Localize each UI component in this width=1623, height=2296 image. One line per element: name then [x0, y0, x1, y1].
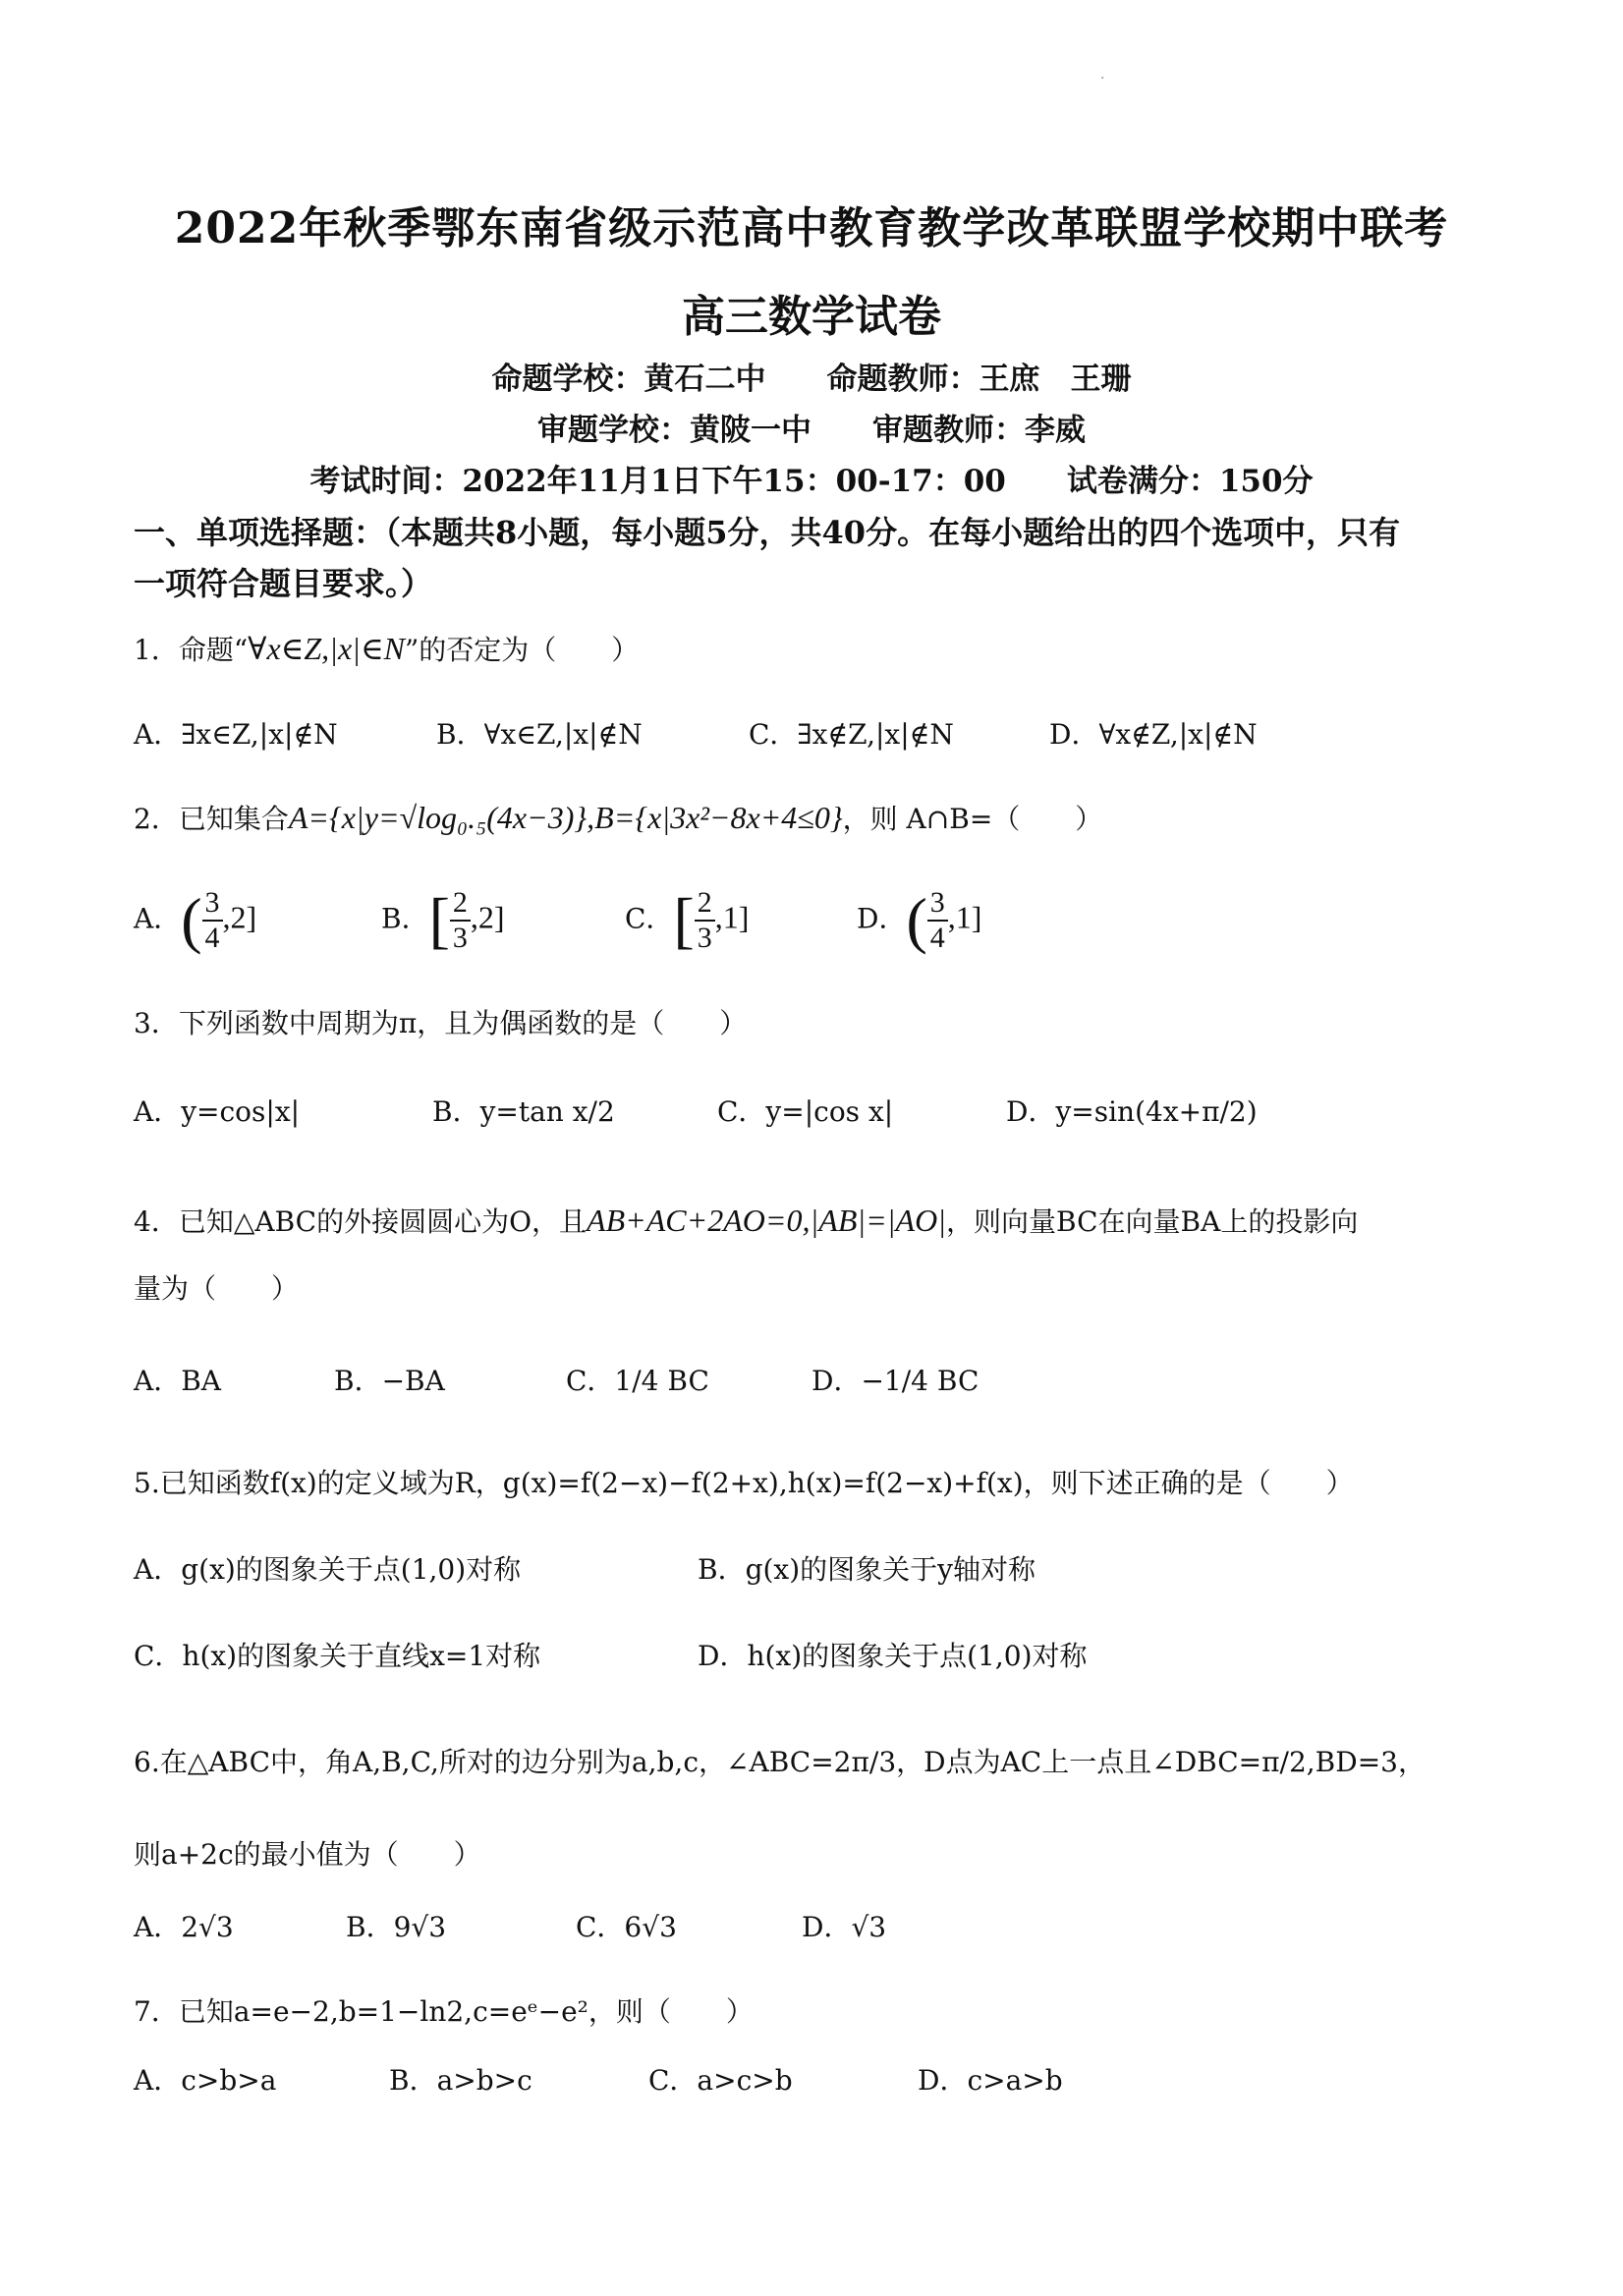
q2-option-c: C．[ $\frac{2}{3}$ ,1] — [625, 885, 750, 955]
q5-option-b: B．g(x)的图象关于y轴对称 — [698, 1553, 1035, 1586]
q4-stem-math: AB+AC+2AO=0,|AB|=|AO| — [587, 1203, 946, 1238]
q4-option-b: B．−BA — [334, 1365, 445, 1397]
q2-option-a: A．( $\frac{3}{4}$ ,2] — [134, 885, 257, 955]
section-heading-line2: 一项符合题目要求。） — [134, 565, 433, 602]
scan-dot: · — [1100, 71, 1105, 86]
question-4-line2: 量为（ ） — [134, 1272, 300, 1305]
meta-time: 考试时间：2022年11月1日下午15：00-17：00 试卷满分：150分 — [309, 464, 1314, 499]
q5-option-a: A．g(x)的图象关于点(1,0)对称 — [134, 1553, 522, 1586]
q7-option-d: D．c>a>b — [918, 2064, 1063, 2097]
q7-option-b: B．a>b>c — [389, 2064, 532, 2097]
q7-option-c: C．a>c>b — [648, 2064, 793, 2097]
q2-stem-a: 2．已知集合 — [134, 803, 289, 835]
question-7: 7．已知a=e−2,b=1−ln2,c=eᵉ−e²，则（ ） — [134, 1995, 754, 2028]
question-2 — [134, 798, 1509, 837]
q5-option-c: C．h(x)的图象关于直线x=1对称 — [134, 1640, 541, 1672]
question-4 — [134, 1201, 1509, 1240]
q1-stem-a: 1．命题“ — [134, 634, 249, 666]
q3-option-d: D．y=sin(4x+π/2) — [1006, 1095, 1258, 1128]
q2-stem-b: ，则 A∩B=（ ） — [842, 803, 1103, 835]
q4-option-d: D．−1/4 BC — [812, 1365, 979, 1397]
q2-option-d: D．( $\frac{3}{4}$ ,1] — [857, 885, 982, 955]
question-6: 6.在△ABC中，角A,B,C,所对的边分别为a,b,c，∠ABC=2π/3，D点为AC上一点且∠DBC=π/2,BD=3， — [134, 1746, 1426, 1778]
question-3: 3．下列函数中周期为π，且为偶函数的是（ ） — [134, 1007, 748, 1039]
q4-option-c: C．1/4 BC — [566, 1365, 709, 1397]
q1-option-c: C．∃x∉Z,|x|∉N — [749, 718, 954, 751]
q6-option-c: C．6√3 — [576, 1911, 677, 1943]
q3-option-c: C．y=|cos x| — [717, 1095, 894, 1128]
exam-title: 2022年秋季鄂东南省级示范高中教育教学改革联盟学校期中联考 — [174, 203, 1449, 253]
q5-option-d: D．h(x)的图象关于点(1,0)对称 — [698, 1640, 1088, 1672]
q7-option-a: A．c>b>a — [134, 2064, 277, 2097]
section-heading-line1: 一、单项选择题：（本题共8小题，每小题5分，共40分。在每小题给出的四个选项中，只有 — [134, 514, 1401, 551]
q2-stem-math: A={x|y=√log₀.₅(4x−3)},B={x|3x²−8x+4≤0} — [288, 800, 843, 835]
q4-option-a: A．BA — [134, 1365, 222, 1397]
meta-setter: 命题学校：黄石二中 命题教师：王庶 王珊 — [491, 362, 1132, 397]
q6-option-d: D．√3 — [802, 1911, 887, 1943]
question-1 — [134, 629, 1509, 668]
q1-option-b: B．∀x∈Z,|x|∉N — [436, 718, 643, 751]
q2-option-b: B．[ $\frac{2}{3}$ ,2] — [381, 885, 505, 955]
question-6-line2: 则a+2c的最小值为（ ） — [134, 1838, 481, 1871]
exam-subtitle: 高三数学试卷 — [682, 292, 941, 342]
q4-stem-b: ，则向量BC在向量BA上的投影向 — [946, 1205, 1359, 1238]
meta-reviewer: 审题学校：黄陂一中 审题教师：李威 — [537, 413, 1086, 448]
q3-option-a: A．y=cos|x| — [134, 1095, 301, 1128]
q1-stem-math: ∀x∈Z,|x|∈N — [248, 631, 405, 666]
question-5: 5.已知函数f(x)的定义域为R，g(x)=f(2−x)−f(2+x),h(x)=f(2−x)+f(x)，则下述正确的是（ ） — [134, 1467, 1354, 1499]
q3-option-b: B．y=tan x/2 — [432, 1095, 615, 1128]
q1-option-a: A．∃x∈Z,|x|∉N — [134, 718, 338, 751]
section-heading — [134, 507, 1509, 609]
q4-stem-a: 4．已知△ABC的外接圆圆心为O，且 — [134, 1205, 588, 1238]
q1-stem-b: ”的否定为（ ） — [404, 634, 640, 666]
q6-option-a: A．2√3 — [134, 1911, 234, 1943]
q1-option-d: D．∀x∉Z,|x|∉N — [1049, 718, 1258, 751]
q6-option-b: B．9√3 — [346, 1911, 447, 1943]
